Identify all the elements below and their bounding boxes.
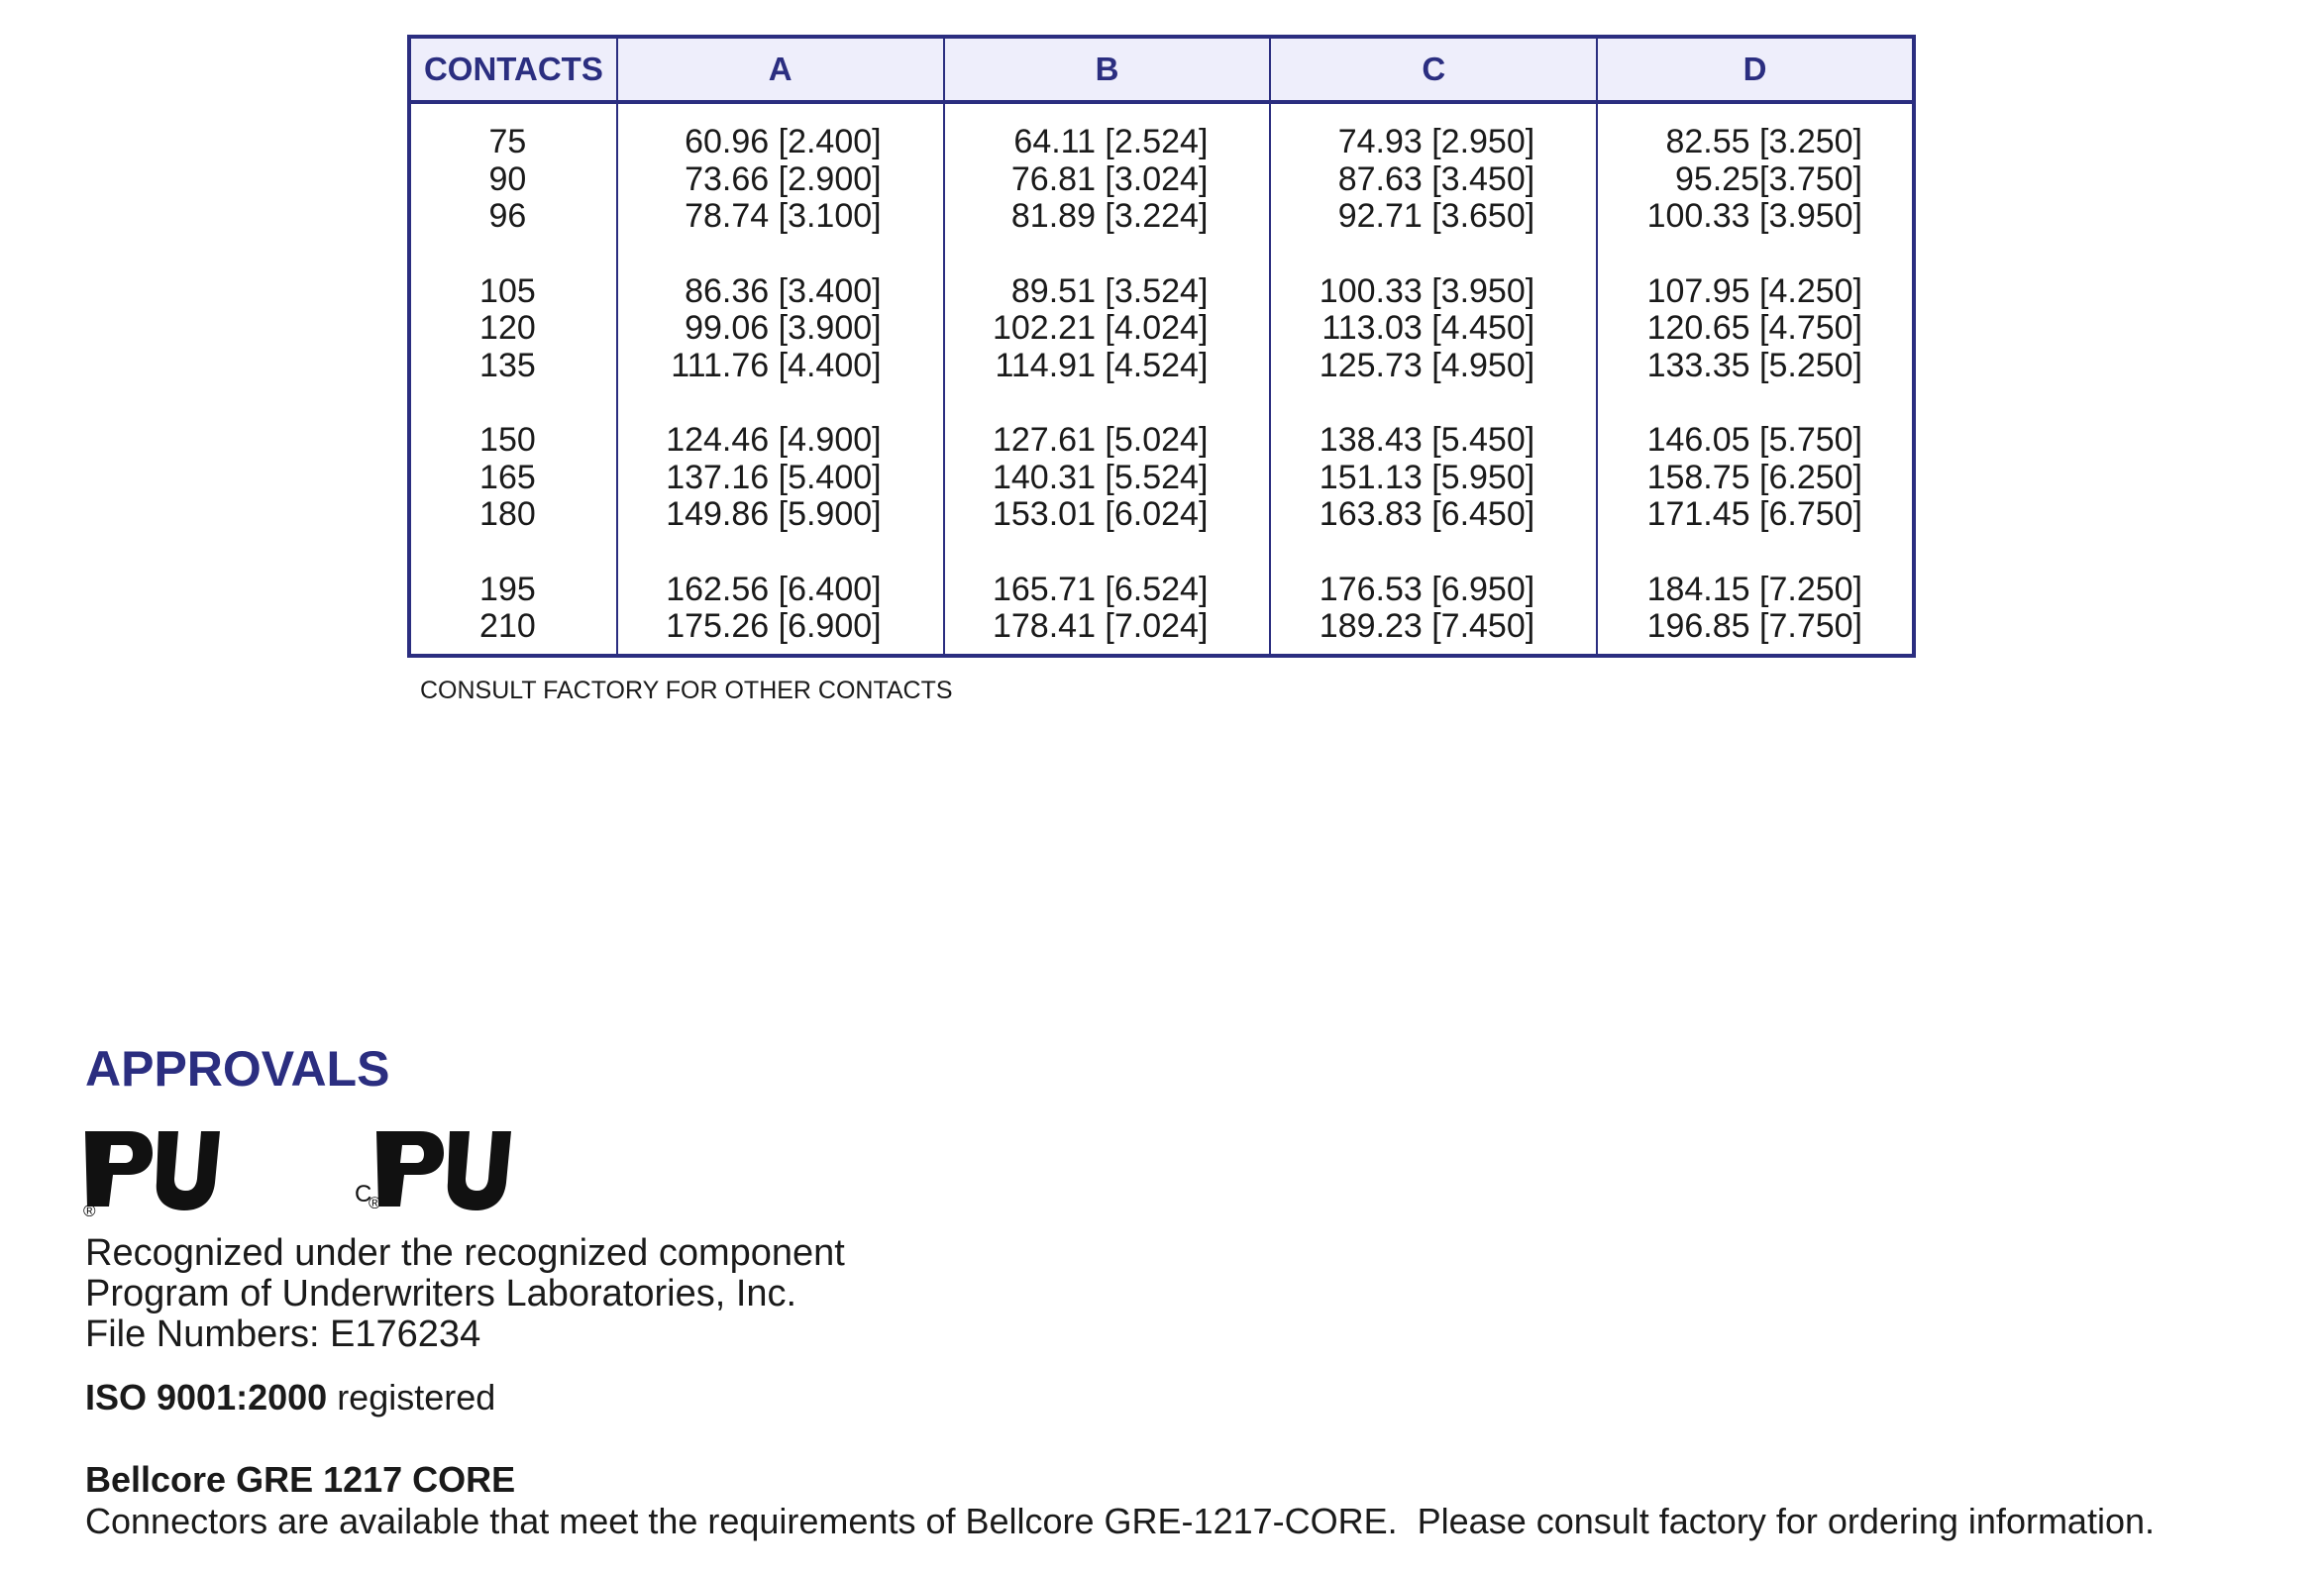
dimension-cell-b: 64.11 [2.524] xyxy=(1013,123,1209,160)
dimension-cell-c: 74.93 [2.950] xyxy=(1337,123,1535,160)
dimension-cell-c: 138.43 [5.450] xyxy=(1319,421,1535,459)
row-group xyxy=(618,124,943,236)
contacts-cell: 75 xyxy=(488,123,527,160)
dimension-cell-b: 76.81 [3.024] xyxy=(1010,159,1209,198)
table-body-row xyxy=(409,102,1914,656)
contacts-cell: 120 xyxy=(479,309,536,347)
dimension-cell-b: 81.89 [3.224] xyxy=(1010,197,1209,235)
row-group xyxy=(1271,422,1596,534)
dimension-cell-d: 196.85 [7.750] xyxy=(1646,607,1862,645)
recognized-line: Program of Underwriters Laboratories, Inc. xyxy=(85,1273,797,1314)
dimension-cell-a: 137.16 [5.400] xyxy=(666,458,882,496)
row-group xyxy=(945,124,1270,236)
dimension-cell-a: 149.86 [5.900] xyxy=(666,495,882,533)
contacts-cell: 135 xyxy=(479,346,536,384)
dimension-cell-c: 113.03 [4.450] xyxy=(1321,309,1535,347)
dimension-cell-b: 89.51 [3.524] xyxy=(1010,271,1209,310)
dimension-cell-a: 162.56 [6.400] xyxy=(666,570,882,608)
dimension-cell-a: 111.76 [4.400] xyxy=(671,346,882,384)
dim-c-column xyxy=(1270,102,1597,656)
dimension-cell-d: 171.45 [6.750] xyxy=(1646,495,1862,533)
dimension-cell-b: 114.91 [4.524] xyxy=(995,346,1209,384)
dimension-cell-d: 133.35 [5.250] xyxy=(1646,346,1862,384)
dimension-cell-b: 140.31 [5.524] xyxy=(992,458,1209,496)
contacts-cell: 96 xyxy=(488,197,527,235)
dimension-cell-a: 78.74 [3.100] xyxy=(685,197,882,235)
contacts-cell: 150 xyxy=(479,421,536,459)
bellcore-title: Bellcore GRE 1217 CORE xyxy=(85,1459,516,1500)
table-header-row xyxy=(409,37,1914,102)
ur-recognized-logo-icon xyxy=(83,1127,222,1210)
dimension-cell-a: 60.96 [2.400] xyxy=(685,123,882,160)
iso-standard: ISO 9001:2000 xyxy=(85,1377,328,1418)
contacts-column xyxy=(409,102,617,656)
dimension-cell-c: 92.71 [3.650] xyxy=(1337,197,1535,235)
row-group xyxy=(411,422,616,534)
dim-b-column xyxy=(944,102,1271,656)
dimension-cell-d: 107.95 [4.250] xyxy=(1646,271,1862,310)
dimension-cell-b: 178.41 [7.024] xyxy=(992,607,1209,645)
row-group xyxy=(1598,422,1912,534)
header-b: B xyxy=(944,37,1271,102)
header-a: A xyxy=(617,37,944,102)
row-group xyxy=(411,124,616,236)
row-group xyxy=(945,273,1270,385)
dimension-cell-c: 125.73 [4.950] xyxy=(1319,346,1535,384)
contacts-cell: 210 xyxy=(479,607,536,645)
header-d: D xyxy=(1597,37,1914,102)
dimension-cell-a: 99.06 [3.900] xyxy=(685,309,882,347)
dimension-cell-b: 127.61 [5.024] xyxy=(992,421,1209,459)
dimension-cell-a: 86.36 [3.400] xyxy=(685,271,882,310)
row-group xyxy=(1271,124,1596,236)
dimension-cell-a: 124.46 [4.900] xyxy=(666,421,882,459)
dimension-cell-d: 146.05 [5.750] xyxy=(1646,421,1862,459)
registered-mark: ® xyxy=(83,1202,96,1220)
row-group xyxy=(1271,273,1596,385)
dimension-cell-c: 189.23 [7.450] xyxy=(1319,607,1535,645)
row-group xyxy=(618,422,943,534)
contacts-cell: 165 xyxy=(479,458,536,496)
row-group xyxy=(945,422,1270,534)
dimension-cell-d: 184.15 [7.250] xyxy=(1646,570,1862,608)
contacts-cell: 105 xyxy=(479,271,536,310)
row-group xyxy=(411,273,616,385)
dimension-cell-c: 87.63 [3.450] xyxy=(1337,159,1535,198)
row-group xyxy=(618,572,943,646)
dimension-cell-c: 100.33 [3.950] xyxy=(1319,271,1535,310)
row-group xyxy=(618,273,943,385)
iso-registration xyxy=(85,1377,495,1418)
header-c: C xyxy=(1270,37,1597,102)
canada-c-mark: C xyxy=(355,1181,372,1208)
recognized-line: Recognized under the recognized component xyxy=(85,1232,845,1274)
bellcore-description: Connectors are available that meet the requirements of Bellcore GRE-1217-CORE. Please consult factory for ordering information. xyxy=(85,1501,2156,1541)
row-group xyxy=(411,572,616,646)
dimension-cell-b: 165.71 [6.524] xyxy=(992,570,1209,608)
dim-d-column xyxy=(1597,102,1914,656)
dimension-cell-d: 95.25[3.750] xyxy=(1674,159,1862,198)
contacts-cell: 195 xyxy=(479,570,536,608)
table-footnote: CONSULT FACTORY FOR OTHER CONTACTS xyxy=(420,677,953,704)
registered-mark: ® xyxy=(369,1194,381,1212)
dimension-cell-a: 175.26 [6.900] xyxy=(666,607,882,645)
row-group xyxy=(945,572,1270,646)
dimension-cell-d: 100.33 [3.950] xyxy=(1646,197,1862,235)
contacts-cell: 180 xyxy=(479,495,536,533)
row-group xyxy=(1271,572,1596,646)
dimension-cell-c: 151.13 [5.950] xyxy=(1319,458,1535,496)
dimension-cell-a: 73.66 [2.900] xyxy=(685,159,882,198)
iso-registered-text: registered xyxy=(327,1377,496,1418)
dimension-cell-d: 120.65 [4.750] xyxy=(1646,309,1862,347)
dimension-cell-b: 153.01 [6.024] xyxy=(992,495,1209,533)
dimension-cell-d: 82.55 [3.250] xyxy=(1665,123,1862,160)
dimensions-table xyxy=(407,35,1916,658)
dimension-cell-b: 102.21 [4.024] xyxy=(992,309,1209,347)
header-contacts: CONTACTS xyxy=(409,37,617,102)
contacts-cell: 90 xyxy=(488,159,527,198)
file-numbers: File Numbers: E176234 xyxy=(85,1313,481,1355)
dimension-cell-d: 158.75 [6.250] xyxy=(1646,458,1862,496)
dim-a-column xyxy=(617,102,944,656)
dimension-cell-c: 163.83 [6.450] xyxy=(1319,495,1535,533)
row-group xyxy=(1598,124,1912,236)
dimension-cell-c: 176.53 [6.950] xyxy=(1319,570,1535,608)
row-group xyxy=(1598,572,1912,646)
approvals-heading: APPROVALS xyxy=(85,1041,390,1097)
ul-recognition-text xyxy=(85,1233,845,1355)
row-group xyxy=(1598,273,1912,385)
